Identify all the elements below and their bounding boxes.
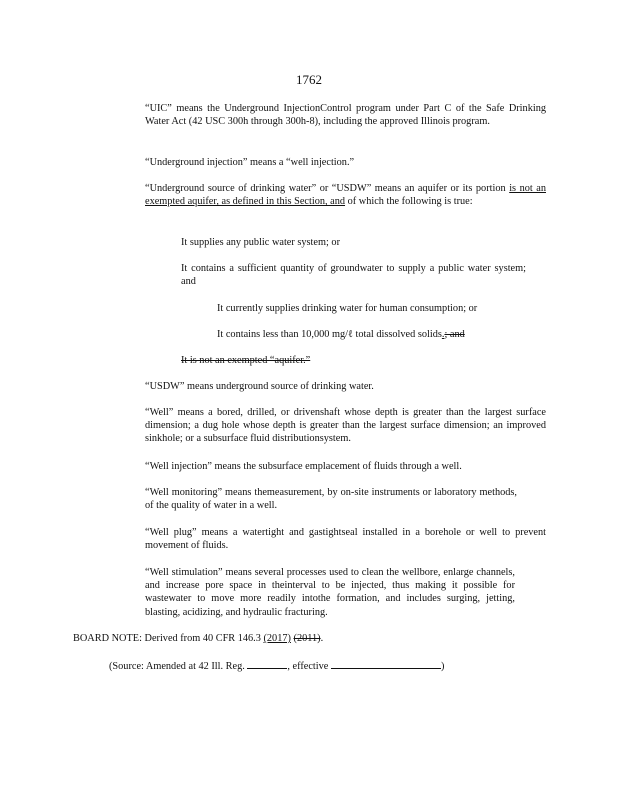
definition-well: “Well” means a bored, drilled, or drivenshaft whose depth is greater than the largest surface dimension; a dug hole whose depth is greater than the largest surface dimension; an improved sinkhole; or a subsurface fluid distributionsystem. — [145, 407, 546, 445]
definition-uic — [145, 102, 546, 128]
criterion-two-b-text: It contains less than 10,000 mg/ℓ total dissolved solids — [217, 329, 442, 340]
deleted-year: (2011) — [293, 633, 321, 644]
board-note-text: BOARD NOTE: Derived from 40 CFR 146.3 — [73, 633, 264, 644]
source-note — [109, 658, 529, 673]
deleted-criterion: It is not an exempted “aquifer.” — [181, 355, 311, 366]
source-note-text: (Source: Amended at 42 Ill. Reg. — [109, 661, 248, 672]
page-number: 1762 — [296, 72, 322, 87]
definition-well-monitoring: “Well monitoring” means themeasurement, by on-site instruments or laboratory methods, of the quality of water in a well. — [145, 487, 517, 512]
board-note — [73, 632, 533, 645]
volume-blank — [247, 658, 287, 669]
source-note-mid: , effective — [287, 661, 331, 672]
criterion-two-b — [217, 328, 537, 341]
definition-well-stimulation: “Well stimulation” means several processes used to clean the wellbore, enlarge channels, and increase pore space in theinterval to be injected, thus making it possible for wastewater to move more readily intothe formation, and includes surging, jetting, blasting, acidizing, and hydraulic fracturing. — [145, 567, 515, 618]
date-blank — [331, 658, 441, 669]
inserted-period: . — [441, 329, 445, 340]
board-note-end: . — [320, 633, 324, 644]
criterion-three — [181, 354, 526, 367]
definition-well-injection: “Well injection” means the subsurface emplacement of fluids through a well. — [145, 461, 462, 472]
inserted-year: (2017) — [263, 633, 291, 644]
inserted-text: is not an exempted aquifer, as defined in this Section, and — [145, 183, 546, 208]
definition-underground-source — [145, 182, 546, 208]
criterion-two: It contains a sufficient quantity of groundwater to supply a public water system; and — [181, 263, 526, 288]
definition-underground-injection — [145, 156, 546, 169]
criterion-two-a: It currently supplies drinking water for human consumption; or — [217, 303, 478, 314]
definition-usdw: “USDW” means underground source of drinking water. — [145, 381, 374, 392]
definition-underground-injection-text: “Underground injection” means a “well injection.” — [145, 157, 355, 168]
definition-underground-source-tail: of which the following is true: — [345, 196, 473, 208]
definition-well-plug: “Well plug” means a watertight and gastightseal installed in a borehole or well to prevent movement of fluids. — [145, 527, 546, 552]
deleted-text: ; and — [444, 329, 465, 340]
criterion-one: It supplies any public water system; or — [181, 237, 340, 248]
definition-uic-text: “UIC” means the Underground InjectionControl program under Part C of the Safe Drinking Water Act (42 USC 300h through 300h-8), including the approved Illinois program. — [145, 103, 546, 128]
source-note-end: ) — [440, 661, 445, 672]
definition-underground-source-text: “Underground source of drinking water” or “USDW” means an aquifer or its portion — [145, 183, 506, 194]
